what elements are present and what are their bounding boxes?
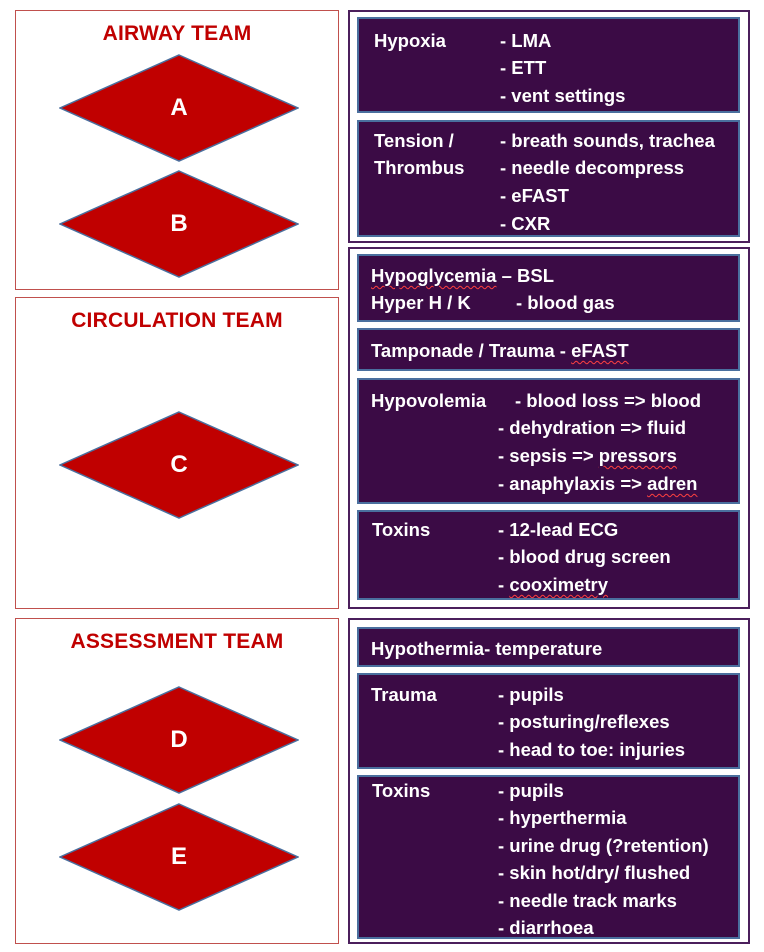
- toxins-item: - 12-lead ECG: [498, 519, 619, 540]
- hypovolemia-item: [498, 475, 698, 494]
- toxins-label: Toxins: [372, 780, 431, 801]
- trauma-card: [357, 673, 740, 769]
- toxins-item: - urine drug (?retention): [498, 835, 709, 856]
- tension-item: - breath sounds, trachea: [500, 130, 715, 151]
- assessment-team-panel: [15, 618, 339, 944]
- hypovolemia-item-head: - anaphylaxis =>: [498, 473, 648, 494]
- hypovolemia-item-tail: pressors: [598, 445, 677, 466]
- tension-thrombus-card: [357, 120, 740, 237]
- tamponade-test: eFAST: [571, 340, 629, 361]
- diamond-b-label: B: [170, 210, 188, 237]
- toxins-label: Toxins: [372, 519, 431, 540]
- hypoxia-label: Hypoxia: [374, 30, 446, 51]
- diamond-c: [59, 411, 299, 519]
- hypovolemia-item: - dehydration => fluid: [498, 417, 687, 438]
- hypoglycemia-term: Hypoglycemia: [371, 265, 497, 286]
- hypoxia-item: - LMA: [500, 30, 552, 51]
- airway-team-panel: [15, 10, 339, 290]
- diamond-e-label: E: [170, 843, 187, 870]
- toxins-item: - blood drug screen: [498, 546, 671, 567]
- thrombus-label: Thrombus: [374, 157, 465, 178]
- diamond-d: [59, 686, 299, 794]
- hypoxia-item: - ETT: [500, 57, 547, 78]
- toxins-assessment-card: [357, 775, 740, 939]
- toxins-item-head: -: [498, 574, 510, 595]
- circulation-team-panel: [15, 297, 339, 609]
- diamond-c-label: C: [170, 451, 188, 478]
- hypoglycemia-card: [357, 254, 740, 322]
- diamond-a: [59, 54, 299, 162]
- toxins-circulation-card: [357, 510, 740, 600]
- trauma-item: - pupils: [498, 684, 564, 705]
- trauma-label: Trauma: [371, 684, 437, 705]
- tamponade-label: Tamponade / Trauma -: [371, 340, 572, 361]
- hypoxia-card: [357, 17, 740, 113]
- toxins-item: - skin hot/dry/ flushed: [498, 862, 691, 883]
- tension-item: - eFAST: [500, 185, 569, 206]
- diamond-b: [59, 170, 299, 278]
- toxins-item: - needle track marks: [498, 890, 677, 911]
- hypovolemia-item: [498, 447, 677, 466]
- hypoglycemia-label: [371, 267, 554, 286]
- toxins-item: [498, 576, 608, 595]
- tamponade-card: [357, 328, 740, 371]
- tension-label: Tension /: [374, 130, 454, 151]
- tension-item: - needle decompress: [500, 157, 685, 178]
- hypovolemia-label: Hypovolemia: [371, 390, 487, 411]
- diamond-d-label: D: [170, 726, 188, 753]
- hypovolemia-item-tail: adren: [647, 473, 698, 494]
- hyper-hk-test: - blood gas: [516, 292, 615, 313]
- circulation-team-title: CIRCULATION TEAM: [71, 309, 283, 332]
- hypothermia-card: [357, 627, 740, 667]
- toxins-item: - diarrhoea: [498, 917, 594, 938]
- hyper-hk-label: Hyper H / K: [371, 292, 471, 313]
- toxins-item: - pupils: [498, 780, 564, 801]
- toxins-item-tail: cooximetry: [509, 574, 609, 595]
- diamond-a-label: A: [170, 94, 188, 121]
- hypothermia-text: Hypothermia- temperature: [371, 638, 603, 659]
- trauma-item: - head to toe: injuries: [498, 739, 686, 760]
- hypovolemia-item-head: - sepsis =>: [498, 445, 599, 466]
- hypovolemia-item: - blood loss => blood: [515, 390, 702, 411]
- toxins-item: - hyperthermia: [498, 807, 627, 828]
- diamond-e: [59, 803, 299, 911]
- assessment-team-title: ASSESSMENT TEAM: [70, 630, 284, 653]
- tension-item: - CXR: [500, 213, 551, 234]
- airway-team-title: AIRWAY TEAM: [102, 22, 252, 45]
- hypoglycemia-test: – BSL: [496, 265, 555, 286]
- tamponade-text: [371, 342, 629, 361]
- trauma-item: - posturing/reflexes: [498, 711, 670, 732]
- hypoxia-item: - vent settings: [500, 85, 626, 106]
- hypovolemia-card: [357, 378, 740, 504]
